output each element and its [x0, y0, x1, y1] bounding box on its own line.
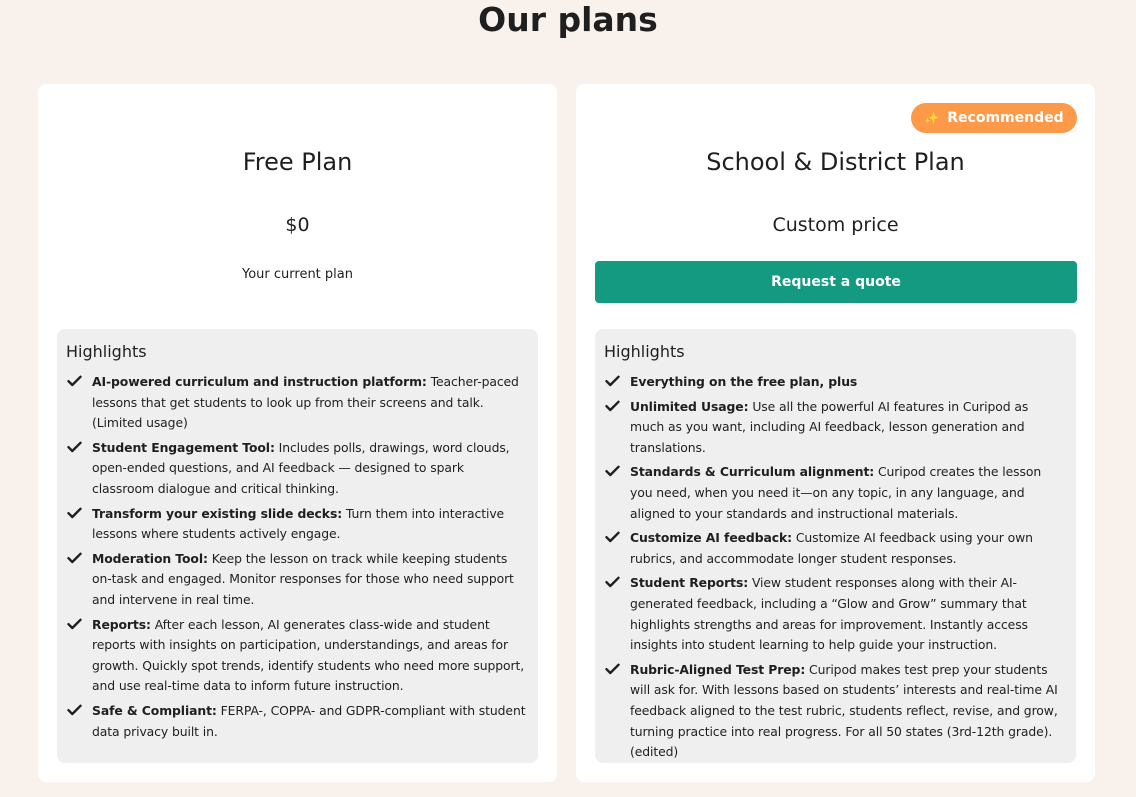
highlight-item [66, 504, 528, 545]
highlight-title: Unlimited Usage: [630, 398, 749, 414]
highlight-title: Student Reports: [630, 575, 749, 591]
highlights-list [66, 372, 528, 742]
highlight-item [66, 438, 528, 500]
plan-price: $0 [285, 214, 310, 236]
highlight-item [604, 528, 1066, 569]
highlight-text: After each lesson, AI generates class-wide and student reports with insights on participation, understandings, and areas for growth. Quickly spot trends, identify students who need more support, and use real-time data to inform future instruction. [92, 616, 525, 694]
highlight-text: Teacher-paced lessons that get students to look up from their screens and talk. (Limited usage) [92, 374, 519, 431]
highlight-title: Customize AI feedback: [630, 530, 792, 546]
highlight-title: Safe & Compliant: [92, 702, 217, 718]
checkmark-icon [67, 375, 82, 387]
highlights-title: Highlights [604, 342, 685, 361]
checkmark-icon [605, 531, 620, 543]
highlight-item [66, 372, 528, 434]
highlight-title: AI-powered curriculum and instruction platform: [92, 374, 427, 389]
highlight-text: Use all the powerful AI features in Curipod as much as you want, including AI feedback, lesson generation and translations. [630, 398, 1029, 455]
highlights-list [604, 372, 1066, 763]
page-title: Our plans [478, 0, 658, 39]
school-district-plan-card [576, 84, 1095, 782]
checkmark-icon [605, 465, 620, 477]
highlight-item [66, 549, 528, 611]
highlight-text: Curipod creates the lesson you need, when you need it—on any topic, in any language, and aligned to your standards and instructional materials. [630, 464, 1042, 521]
current-plan-label: Your current plan [242, 267, 353, 282]
request-quote-button[interactable]: Request a quote [595, 261, 1077, 303]
recommended-badge [911, 103, 1077, 133]
highlight-title: Transform your existing slide decks: [92, 505, 343, 521]
free-plan-card [38, 84, 557, 782]
highlight-title: Standards & Curriculum alignment: [630, 464, 875, 480]
highlight-text: Curipod makes test prep your students will ask for. With lessons based on students’ interests and real-time AI feedback aligned to the test rubric, students reflect, revise, and grow, turning practice into real progress. For all 50 states (3rd-12th grade). (edited) [630, 661, 1058, 760]
highlights-title: Highlights [66, 342, 147, 361]
checkmark-icon [605, 663, 620, 675]
checkmark-icon [67, 618, 82, 630]
plan-name: Free Plan [242, 148, 353, 176]
highlight-item [604, 397, 1066, 459]
highlight-item [604, 372, 1066, 393]
highlight-item [604, 462, 1066, 524]
checkmark-icon [67, 441, 82, 453]
badge-label: Recommended [947, 110, 1064, 126]
highlight-item [604, 573, 1066, 655]
checkmark-icon [67, 552, 82, 564]
plan-name: School & District Plan [706, 148, 965, 176]
highlight-text: Turn them into interactive lessons where students actively engage. [92, 505, 505, 542]
highlight-title: Moderation Tool: [92, 550, 208, 566]
plan-price: Custom price [772, 214, 899, 236]
checkmark-icon [67, 507, 82, 519]
highlight-text: View student responses along with their AI-generated feedback, including a “Glow and Grow” summary that highlights strengths and areas for improvement. Instantly access insights into student learning to help guide your instruction. [630, 575, 1028, 653]
highlights-panel [595, 329, 1076, 763]
highlights-panel [57, 329, 538, 763]
highlight-text: FERPA-, COPPA- and GDPR-compliant with student data privacy built in. [92, 702, 526, 739]
highlight-text: Customize AI feedback using your own rubrics, and accommodate longer student responses. [630, 530, 1033, 566]
sparkles-icon: ✨ [924, 111, 940, 125]
highlight-item [66, 615, 528, 697]
checkmark-icon [605, 375, 620, 387]
checkmark-icon [605, 400, 620, 412]
highlight-text: Includes polls, drawings, word clouds, open-ended questions, and AI feedback — designed to spark classroom dialogue and critical thinking. [92, 439, 510, 496]
highlight-title: Rubric-Aligned Test Prep: [630, 661, 806, 677]
highlight-item [66, 701, 528, 742]
highlight-title: Reports: [92, 616, 151, 632]
highlight-item [604, 660, 1066, 763]
highlight-text: Keep the lesson on track while keeping students on-task and engaged. Monitor responses for those who need support and intervene in real time. [92, 550, 514, 607]
checkmark-icon [605, 576, 620, 588]
highlight-title: Everything on the free plan, plus [630, 374, 858, 389]
checkmark-icon [67, 704, 82, 716]
highlight-title: Student Engagement Tool: [92, 439, 275, 455]
